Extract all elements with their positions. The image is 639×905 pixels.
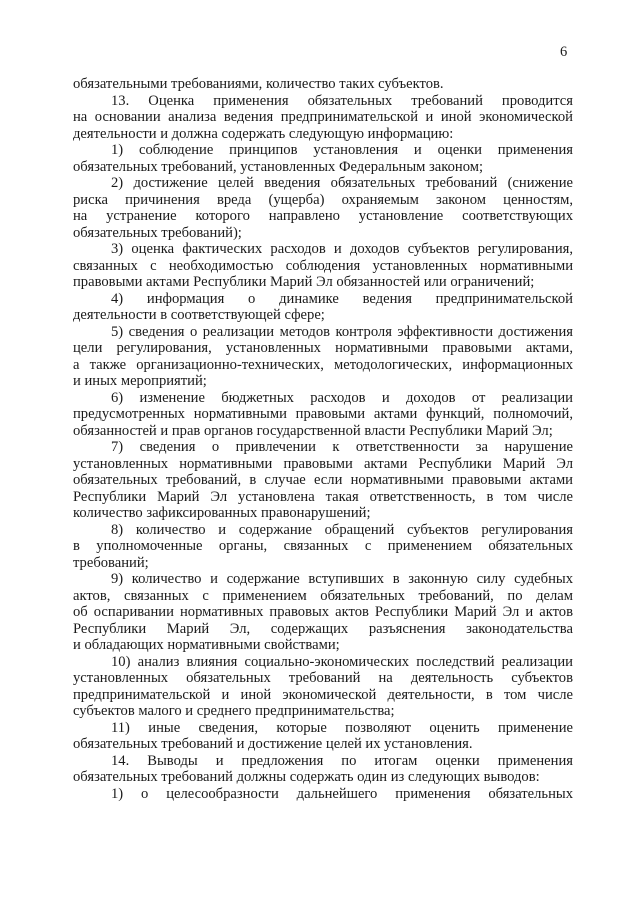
text-line: предусмотренных нормативными правовыми актами функций, полномочий, bbox=[73, 406, 573, 422]
text-line: обязательными требованиями, количество таких субъектов. bbox=[73, 76, 444, 92]
text-line: на основании анализа ведения предпринимательской и иной экономической bbox=[73, 109, 573, 125]
paragraph-14-item-1 bbox=[73, 786, 573, 803]
paragraph-13-item-8 bbox=[73, 522, 573, 572]
paragraph-continuation bbox=[73, 76, 573, 93]
paragraph-13-item-11 bbox=[73, 720, 573, 753]
text-line: в уполномоченные органы, связанных с применением обязательных bbox=[73, 538, 573, 554]
text-line: Республики Марий Эл, содержащих разъяснения законодательства bbox=[73, 620, 573, 637]
text-line: субъектов малого и среднего предпринимательства; bbox=[73, 703, 395, 719]
text-line: 4) информация о динамике ведения предпринимательской bbox=[111, 290, 573, 307]
text-line: и обладающих нормативными свойствами; bbox=[73, 637, 340, 653]
page-number: 6 bbox=[560, 44, 568, 60]
text-line: обязательных требований должны содержать один из следующих выводов: bbox=[73, 769, 540, 785]
paragraph-14 bbox=[73, 753, 573, 786]
text-line: обязательных требований и достижение целей их установления. bbox=[73, 736, 473, 752]
text-line: 11) иные сведения, которые позволяют оценить применение bbox=[111, 719, 573, 736]
text-line: 1) соблюдение принципов установления и оценки применения bbox=[111, 142, 573, 158]
text-line: Республики Марий Эл установлена такая ответственность, в том числе bbox=[73, 488, 573, 505]
text-line: 9) количество и содержание вступивших в законную силу судебных bbox=[111, 571, 573, 587]
text-line: требований; bbox=[73, 554, 149, 571]
text-line: обязательных требований, в случае если нормативными правовыми актами bbox=[73, 472, 573, 488]
text-line: 5) сведения о реализации методов контроля эффективности достижения bbox=[111, 323, 573, 340]
paragraph-13-item-4 bbox=[73, 291, 573, 324]
text-line: 14. Выводы и предложения по итогам оценки применения bbox=[111, 752, 573, 769]
text-line: 2) достижение целей введения обязательных требований (снижение bbox=[111, 175, 573, 191]
text-line: 13. Оценка применения обязательных требований проводится bbox=[111, 92, 573, 109]
text-line: установленных обязательных требований на деятельность субъектов bbox=[73, 670, 573, 686]
text-line: правовыми актами Республики Марий Эл обязанностей или ограничений; bbox=[73, 274, 535, 290]
text-line: предпринимательской и иной экономической деятельности, в том числе bbox=[73, 686, 573, 703]
paragraph-13-item-6 bbox=[73, 390, 573, 440]
paragraph-13-item-1 bbox=[73, 142, 573, 175]
text-line: риска причинения вреда (ущерба) охраняемым законом ценностям, bbox=[73, 191, 573, 208]
text-line: и иных мероприятий; bbox=[73, 373, 207, 389]
paragraph-13-item-9 bbox=[73, 571, 573, 654]
text-line: об оспаривании нормативных правовых актов Республики Марий Эл и актов bbox=[73, 604, 573, 620]
text-line: 1) о целесообразности дальнейшего применения обязательных bbox=[111, 785, 573, 802]
text-line: цели регулирования, установленных нормативными правовыми актами, bbox=[73, 340, 573, 356]
document-body bbox=[73, 76, 573, 802]
text-line: на устранение которого направлено установление соответствующих bbox=[73, 208, 573, 224]
text-line: 3) оценка фактических расходов и доходов субъектов регулирования, bbox=[111, 241, 573, 257]
text-line: обязательных требований); bbox=[73, 224, 242, 241]
text-line: 8) количество и содержание обращений субъектов регулирования bbox=[111, 521, 573, 538]
text-line: а также организационно-технических, методологических, информационных bbox=[73, 356, 573, 373]
text-line: количество зафиксированных правонарушений; bbox=[73, 505, 371, 521]
paragraph-13-item-3 bbox=[73, 241, 573, 291]
paragraph-13-item-10 bbox=[73, 654, 573, 720]
text-line: обязательных требований, установленных Федеральным законом; bbox=[73, 158, 484, 175]
text-line: деятельности и должна содержать следующую информацию: bbox=[73, 125, 454, 142]
text-line: актов, связанных с применением обязательных требований, по делам bbox=[73, 587, 573, 604]
paragraph-13-item-5 bbox=[73, 324, 573, 390]
paragraph-13-item-7 bbox=[73, 439, 573, 522]
text-line: обязанностей и прав органов государственной власти Республики Марий Эл; bbox=[73, 422, 553, 439]
text-line: связанных с необходимостью соблюдения установленных нормативными bbox=[73, 257, 573, 274]
text-line: 10) анализ влияния социально-экономических последствий реализации bbox=[111, 653, 573, 670]
text-line: деятельности в соответствующей сфере; bbox=[73, 307, 325, 323]
text-line: 6) изменение бюджетных расходов и доходов от реализации bbox=[111, 389, 573, 406]
text-line: 7) сведения о привлечении к ответственности за нарушение bbox=[111, 439, 573, 455]
paragraph-13 bbox=[73, 93, 573, 143]
paragraph-13-item-2 bbox=[73, 175, 573, 241]
text-line: установленных нормативными правовыми актами Республики Марий Эл bbox=[73, 455, 573, 472]
